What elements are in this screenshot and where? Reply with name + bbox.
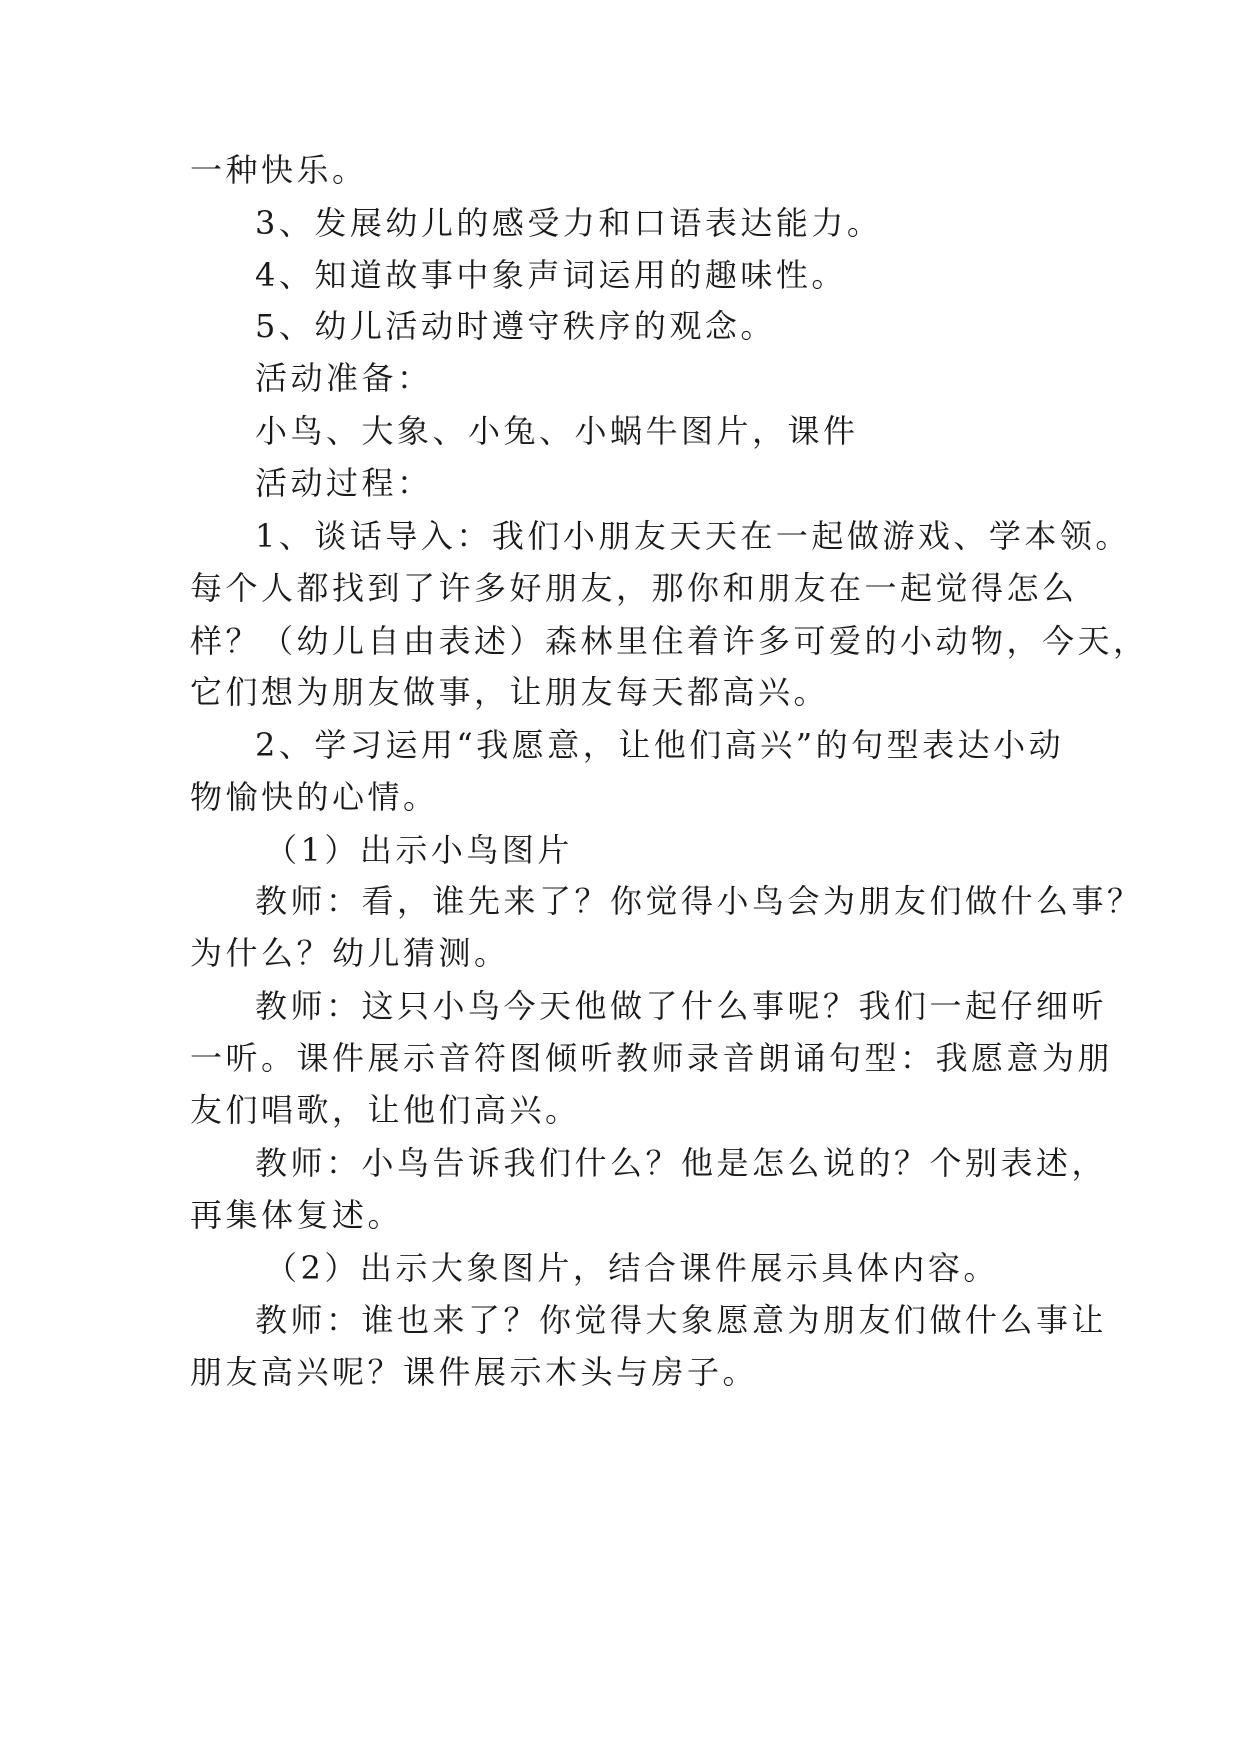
text-line: 朋友高兴呢？课件展示木头与房子。: [190, 1353, 759, 1391]
text-line: 为什么？幼儿猜测。: [190, 934, 510, 972]
text-line: 它们想为朋友做事，让朋友每天都高兴。: [190, 673, 830, 711]
text-line: 样？（幼儿自由表述）森林里住着许多可爱的小动物，今天，: [190, 622, 1149, 660]
text-line: 5、幼儿活动时遵守秩序的观念。: [255, 307, 776, 345]
text-line: 每个人都找到了许多好朋友，那你和朋友在一起觉得怎么: [190, 569, 1078, 607]
text-line: 教师：小鸟告诉我们什么？他是怎么说的？个别表述，: [255, 1144, 1108, 1182]
text-line: 再集体复述。: [190, 1196, 404, 1234]
text-line: 物愉快的心情。: [190, 778, 439, 816]
text-line: 一种快乐。: [190, 151, 368, 189]
text-line: 3、发展幼儿的感受力和口语表达能力。: [255, 204, 883, 242]
text-line: 4、知道故事中象声词运用的趣味性。: [255, 256, 847, 294]
text-line: 教师：看，谁先来了？你觉得小鸟会为朋友们做什么事？: [255, 882, 1143, 920]
section-heading: 活动准备：: [255, 359, 433, 397]
text-line: 教师：谁也来了？你觉得大象愿意为朋友们做什么事让: [255, 1301, 1108, 1339]
text-line: 2、学习运用“我愿意，让他们高兴”的句型表达小动: [255, 726, 1065, 764]
text-line: （1）出示小鸟图片: [265, 831, 573, 869]
section-heading: 活动过程：: [255, 464, 433, 502]
text-line: 1、谈话导入：我们小朋友天天在一起做游戏、学本领。: [255, 517, 1131, 555]
text-line: 小鸟、大象、小兔、小蜗牛图片，课件: [255, 412, 859, 450]
text-line: 一听。课件展示音符图倾听教师录音朗诵句型：我愿意为朋: [190, 1039, 1114, 1077]
text-line: （2）出示大象图片，结合课件展示具体内容。: [265, 1249, 999, 1287]
text-line: 友们唱歌，让他们高兴。: [190, 1091, 581, 1129]
text-line: 教师：这只小鸟今天他做了什么事呢？我们一起仔细听: [255, 987, 1108, 1025]
